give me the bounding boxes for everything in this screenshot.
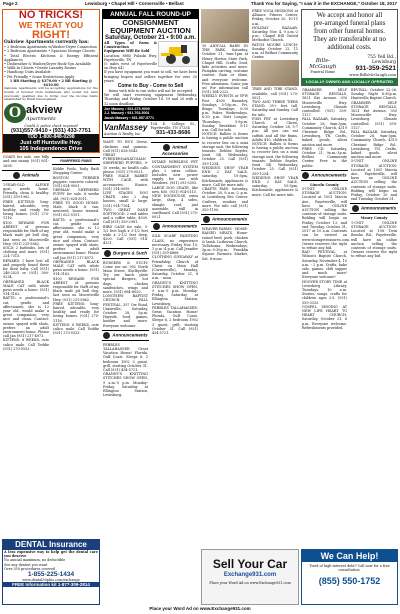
auction-date: Saturday, October 21 • 9:00 a.m.	[104, 35, 197, 41]
classified: 1-UNIT ONLINE STORAGE AUCTION: Located at 108 Twin Brooks Rd., Fayetteville, will have an online auction selling the contents of storage units. Owners reserve the right to refuse any bid.	[351, 220, 397, 259]
classified: BIRD CAGE for sale, 3-1/2 feet high x 3-1/2 feet wide x 2-1/2 feet deep, $200. Call (931) 914-4331.	[103, 224, 148, 246]
dental-heading: DENTAL Insurance	[3, 540, 99, 550]
funeral-url[interactable]: www.BillsMcGaugh.com	[349, 72, 396, 77]
firm-sub: Auction & Realty, Inc.	[104, 131, 142, 136]
help-sub: Tired of high-interest debt? Call now for a free consultation.	[309, 564, 390, 573]
sell-text: Place your Word Ad on www.Exchange931.com	[209, 581, 291, 585]
firm-address: 104 E. College St., Fayetteville, TN 37334	[150, 122, 196, 131]
classified: TWO GREAT DANE SOFTWOOD: 2 end tables and a coffee table, $300. Call (931) 359-2981.	[103, 207, 148, 225]
classified: KITTENS: 8 WEEKS, cute calico male. Call Teddie (931) 270-5533.	[53, 322, 99, 336]
classified: FALL BAZAAR, Saturday, October 28, 9am-3pm, Community Church, 4319 Chestnut Ridge Rd., Lewisburg, TN. Crafts, baked goods, silent auction and more.	[351, 130, 397, 160]
classified: KITTENS: 8 WEEKS, cute calico male. Call Teddie (931) 270-5533.	[3, 338, 49, 351]
classified: TWO AND THREE TIERS STAND, 35+ feet tall, Saturday and Sunday. Call for info.	[252, 100, 298, 117]
festival-photo	[201, 9, 249, 43]
classified: GREAT PYRENEES/ANATOLIAN SHEPHERD PUPPIES, 9-10 weeks, no health calls please. (931) 270-0021.	[103, 153, 148, 174]
auction-banner-sub: CONSIGNMENT EQUIPMENT AUCTION	[110, 18, 191, 35]
headline-line: They are transferable at no	[313, 36, 386, 43]
page-number: Page 2	[3, 1, 18, 6]
classified: NEW DOGHOUSE, extra large, shop, 4 sides, shingle roof, just assemble, still in cardboard. Call (931) 270-0021.	[152, 194, 198, 220]
oakview-address: 105 Independence Drive	[3, 146, 99, 152]
firm-name: VanMassey	[104, 122, 148, 132]
funeral-ad	[301, 9, 398, 86]
col4-split	[301, 88, 398, 330]
auction-county: Lincoln County	[310, 182, 339, 187]
classified: WEAVER FARMS - HOME-RAISED MEATS. Home-raised beef, pork, chicken & lamb. Lutheran Church, Tullahoma, Wednesdays, 3p.m.-5:30p.m.; Franklin Square Farmers Market, Sat. 8-noon.	[202, 227, 248, 261]
funeral-name: Bills-McGaugh	[309, 58, 337, 70]
col3-right	[251, 9, 299, 261]
dental-footer: FREE Information kit 1-877-309-2814	[3, 582, 99, 587]
funeral-address: 755 Yell Rd., Lewisburg	[367, 55, 396, 65]
oakview-item: • Dishwasher & Washer/Dryer Hook-Ups Available	[4, 62, 92, 67]
megaphone-icon	[302, 172, 309, 179]
paw-icon	[163, 144, 170, 151]
items-note: Items with title to run video will not be accepted	[108, 89, 193, 94]
announcements-heading: Announcements	[151, 221, 199, 232]
tractor-image	[158, 41, 198, 67]
funeral-logo	[303, 58, 343, 74]
classified: FREE CD: Saturday, October 21, 9a.m.-3p.m. Belfast Community Center. Free to the public.	[302, 146, 347, 168]
no-tricks-heading: NO TRICKS!	[18, 9, 84, 21]
oakview-item-list	[3, 45, 99, 79]
col2-split	[102, 140, 199, 397]
dental-point: See any dentist you want	[4, 562, 48, 567]
oakview-phone: (931)557-9410 • (931) 433-7751	[10, 128, 92, 135]
animals-heading: Animals	[2, 170, 50, 181]
announcements-heading: Announcements	[350, 203, 398, 214]
dental-url[interactable]: www.dental50plus.com/exchange	[22, 578, 80, 583]
contact: Jacob Massey • 931-957-5771	[104, 115, 155, 120]
classified: FREE KITTENS: long-haired, adorable, very healthy and ready for loving homes. (931) 270-1116.	[3, 199, 49, 221]
auction-info	[103, 41, 158, 70]
burger-icon	[104, 250, 111, 257]
classified: SILK SCARF PAINTING CLASS, no experience necessary. Friday Nov. 10, 1 p.m.-4 p.m. Call Jennifer (931) 359-4868.	[152, 234, 198, 256]
col1-right	[52, 155, 100, 351]
classified: FISH FRY at Lewisburg Church of Christ, Saturday, October 28, 5-7 p.m. All you can eat catfish and all the fixins. Adults $10, children $5.	[252, 116, 298, 142]
classified: PEBBLES TALLAHASSEE: Great Vacation Home! Florida, Gulf Coast. Sleeps 6, 2 bedroom 1902 3 guest, grill, starting October 31. Call (931) 434-5721.	[103, 342, 148, 373]
classified: CRAFTS FAIR: Saturday, October 28, 8 a.m.-2 p.m. at Lewisburg Rec Center. Crafters, vendors and more. For info call (931) 359-1100.	[202, 186, 248, 212]
auction-body	[103, 41, 198, 70]
classified: LONGVIEW BAPTIST CHURCH FALL FESTIVAL, 357 Orr Road, Unionville, Saturday, October 28, 5p.m. Hayride, food, games, bonfire and more. Everyone welcome.	[103, 294, 148, 328]
help-phone[interactable]: (855) 550-1752	[318, 576, 381, 587]
logo-name: akview	[26, 104, 63, 117]
auction-info-line: All Types of Farm & Construction	[104, 41, 157, 50]
col4-right	[350, 88, 398, 330]
maury-county: Maury County	[360, 216, 388, 221]
oakview-item: • Pet Friendly • Some Restrictions Apply	[4, 74, 75, 79]
headline-line: additional costs.	[327, 44, 372, 51]
classified: NOTICE: Ballots & forms is having a public auction to recover lien on a mini storage unit, the following tenants: Debbie Snyder, (unit 34). Wednesday, October 25. Call (931) 359-1234.	[252, 142, 298, 176]
headline-line: pre-arranged funeral plans	[313, 20, 386, 27]
dental-phone[interactable]: 1-855-225-1434	[27, 571, 75, 579]
contact: Joe Massey • 931-675-9000	[104, 106, 150, 111]
classified: GOATS for sale, one billy and one nanny. (931) 851-2658.	[3, 155, 49, 168]
classified: 10 ANNUAL BARN IN THE PARK, Saturday, October 21, 9am-1pm at Henry Horton State Park, Chapel Hill. Crafts, food, kids activities and more. Pumpkin carving, costume contest. Rain or shine, and everyone welcome. Free admission. Come join us! For information call (931) 364-2222.	[202, 44, 248, 95]
column-1	[2, 9, 100, 605]
firm-logo	[104, 123, 150, 136]
animal-accessories-heading: Animal Accessories	[151, 142, 199, 158]
classified: HOOVER STORY TIME at Lewisburg Library, Tuesdays, 10 a.m. Stories, songs, crafts for children ages 2-5. (931) 359-3335.	[302, 279, 347, 305]
auction-pitch: If you have equipment you want to sell, we have been bringing buyers and sellers together for over 30 years!	[104, 70, 197, 83]
classified: INTAKE WIRELESS PET CONTAINMENT SYSTEM plus 2 extra collars. Includes new power supply, for use with Windows. (931) 293-5305.	[152, 160, 198, 186]
classified: REVIVAL: October 22-26, Sunday, Night 6:30p.m. Huntsville Baptist Church.	[351, 88, 397, 101]
classified: REWARD: I have lost all and properly found these for their baby. Call (931) 246-2025 or (931) 389-9234.	[3, 258, 49, 280]
classified: ORPHANED BLACK MALE CAT with white paws needs a home. (931) 914-3162.	[53, 259, 99, 277]
oakview-ad	[2, 9, 100, 153]
col3-left	[201, 9, 249, 261]
funeral-contact	[343, 55, 396, 77]
logo-sub: Apartments	[26, 116, 56, 123]
classified: HOLIDAY BAZAAR: Saturday, Nov. 4, 9 a.m.-2 p.m., Chapel Hill United Methodist Church.	[252, 25, 298, 43]
oakview-item: • Handicap Units Available	[4, 70, 51, 75]
oakview-item: • 2 Bedroom Apartments • Spacious Storage Closets	[4, 49, 95, 54]
oakview-note: Oakview Apartments will be accepting applications for the month of October from individuals who would not have previously qualified due to living over the income limits established by Rural Development.	[4, 86, 98, 102]
oakview-item: • Walk In Closets •Onsite Laundry Rooms	[4, 66, 77, 71]
megaphone-icon	[153, 223, 160, 230]
burgers-heading: Burgers & Such	[102, 248, 149, 259]
classified: FREE TO GOOD HOME: Male, black & tan, neutered, house trained. (931) 622-5151.	[53, 200, 99, 218]
announcements-heading: Announcements	[301, 170, 348, 181]
auction-directions: (5 miles west of Fayetteville on Hwy 64)	[104, 62, 157, 71]
page-header	[0, 0, 400, 8]
col2-left	[102, 140, 149, 397]
funeral-sub: Funeral Home	[310, 70, 336, 74]
funeral-phone[interactable]: 931-359-2521	[355, 65, 396, 72]
classified: BATTS: a professional's cat, gentle and affectionate, she is 12 year old, would make a great companion, very nice and clean. Contact: owner, spayed with shots, prefers an adult environment home. Please call Jan (931) 217-4973.	[3, 296, 49, 339]
contact: J.J. Massey • 931-703-5001	[104, 111, 150, 116]
classified: 5-UNIT ONLINE STORAGE AUCTION: Located at 1001 Marcia Ave., Fayetteville, will have an ONLINE AUCTION selling the contents of storage units. Bidding will begin on Friday, October 13, and end Tuesday, October 31, 2017 at 10 a.m. Contents can be viewed on www.storagetreasures.com. Owner reserves the right to refuse any bid.	[302, 187, 350, 250]
logo-tag: Credit & police check required	[24, 124, 78, 129]
page-footer: Place your Word Ad on www.Exchange931.com	[149, 606, 251, 611]
classified: GRANNY'S KNITTING STITCHES SHOW OPEN, 9 a.m.-5 p.m. Monday-Friday, Saturday at Ellington Station, Lewisburg.	[152, 280, 198, 306]
classified: BURGERS & SUCH: Come see us! 992 North Main Street, Shelbyville. Try our lunch plate special. Burgers, hot dogs, chicken sandwiches, wings and more. (931) 684-8020.	[103, 260, 148, 294]
dental-point: Over 350 procedures covered	[4, 566, 56, 571]
col1-split	[2, 155, 100, 351]
classified: PEBBLES TALLAHASSEE: Great Vacation Home! Florida, Gulf Coast. Sleeps 6, 2 bedroom 1902 3 guest, grill, starting October 31. Call (931) 434-5721.	[152, 305, 198, 335]
classified: CLOTHING GIVEAWAY at Friendship Church of Christ on Main Hall (Cornersville), Monday, Saturday, October 21, 8 a.m. - noon.	[152, 255, 198, 281]
classified: ORPHANED BLACK MALE CAT with white paws needs a home. (931) 914-3162.	[3, 279, 49, 297]
classified: GRANNY'S KNITTING STITCHES SHOW OPEN, 9 a.m.-5 p.m. Monday-Friday, Saturday at Ellington Station, Lewisburg.	[103, 372, 148, 398]
classified: BATTS: a professional's cat, gentle and affectionate, she is 12 year old, would make a great companion, very nice and clean. Contact: owner, spayed with shots, prefers an adult environment home. Please call Jan (931) 217-4973.	[53, 217, 99, 260]
col2-right	[151, 140, 199, 397]
oakview-item: • Total Electric Kitchens & Energy Efficient Appliances	[4, 53, 98, 62]
dental-sub: A less expensive way to help get the dental care you deserve	[4, 550, 98, 559]
classified: GOSPEL SINGING AT NEW LIFE HEART TO HEART CHURCH, Saturday, October 21, 6 p.m. Everyone welcome. Refreshments provided.	[302, 304, 347, 330]
classified: NOTICE: Ballots & forms is having a public auction to recover lien on a mini storage unit, the following tenants: Debbie Snyder, (unit 34). Wednesday, October 25. Call (931) 359-1234.	[202, 132, 248, 166]
oakview-location: Just off Huntsville Hwy.	[3, 140, 99, 146]
classified: $100 REWARD FOR ARREST of persons responsible for theft of my black male pit bull dog, last seen on Mooresville Hwy. (931) 231-5862.	[53, 276, 99, 302]
dental-ad	[2, 539, 100, 605]
we-treat-heading: WE TREAT YOU	[18, 20, 84, 30]
classified: FREE MALE RABBIT WITH CAGE, with accessories. Eunice. (931) 314-0099.	[103, 174, 148, 191]
classified: SOLD: 2 bathtubs, lots of clothing and more. (931) 224-7315.	[3, 245, 49, 259]
classified: WEEKLY EVENTS at VFW Post 4300 Ramsdey, Sundays, 5-10p.m., Fri. Bingo, Tuesdays; 6:30 p.m. Poker, Wednesdays, 6:30 p.m. Dart League, Thursdays, 5-9p.m. Sunday Breakfast 8-11 a.m. Call for info.	[202, 94, 248, 133]
col4-left	[301, 88, 348, 330]
oakview-logo	[3, 102, 99, 124]
sell-sub[interactable]: Exchange931.com	[223, 572, 277, 578]
funeral-tag: LOCALLY OWNED AND LOCALLY OPERATED	[302, 78, 397, 85]
col3-split	[201, 9, 299, 261]
classified: LARGE DOG CRATE, like new, $50. (931) 914-0115.	[152, 185, 198, 194]
auction-info-line: Equipment Will Be Sold	[104, 49, 150, 54]
classified: Kiddie Pools, Daily Bath Shopping Center	[53, 167, 99, 176]
issue-date: Thank You for Saying, "I saw it in the EXCHANGE," October 18, 2017	[250, 1, 397, 6]
contact-list	[103, 106, 198, 121]
help-title: We Can Help!	[302, 550, 397, 562]
sell-title: Sell Your Car	[212, 557, 288, 571]
firm-contact	[150, 122, 197, 136]
classified: TREE AND TIRE STAND, available, call (931) 270-0021.	[252, 87, 298, 100]
consign-note: We will start receiving equipment Wednesday, Thursday and Friday, October 18, 19 and 20 with a 12 noon deadline.	[104, 93, 197, 106]
classified: LIVE STAGES DOG CRATE, also 2 dog houses, small & large. (931) 914-7104.	[103, 190, 148, 208]
oakview-title: Oakview Apartments currently has:	[4, 40, 89, 45]
rent-line: 1 BR Starting @ $370.00 • 2 BR Starting @ $410.00	[9, 78, 93, 88]
classified: 5-UNIT ONLINE STORAGE AUCTION: Located at 1001 Marcia Ave., Fayetteville, will have an ONLINE AUCTION selling the contents of storage units. Bidding will begin on Friday, October 20 and end Tuesday, October 31.	[351, 159, 397, 202]
oak-tree-icon: O	[4, 103, 26, 123]
dental-point: No annual maximum, no deductible	[4, 558, 66, 563]
classified: $100 REWARD FOR ARREST of persons responsible for theft of my black male pit bull dog, last seen on Mooresville Hwy. (931) 231-5862.	[3, 220, 49, 246]
megaphone-icon	[103, 332, 110, 339]
announcements-heading: Announcements	[201, 214, 249, 225]
column-4	[301, 9, 398, 605]
classified: GRAMMER SELF STORAGE RENTALS, 1621 Ext Avenue. 930 Mooresville Hwy. Lewisburg. Climate controlled. (931) 359-1127.	[302, 88, 347, 118]
firm-phone[interactable]: 931-433-8686	[156, 130, 191, 137]
oakview-item: • 2 Bedroom Apartments w/Washer-Dryer Connection	[4, 45, 97, 50]
col1-left	[2, 155, 50, 351]
firm-block	[103, 121, 198, 137]
classified: FREE YOGA SESSIONS at Alliance Fitness Center, Friday, October 20, 10-11 a.m.	[252, 9, 298, 26]
classified: WANT TO BUY: Geese, chickens and guineas. Call (931) 628-5043.	[103, 140, 148, 153]
classified: BOSTON TERRIER puppies: concrete colored. (931) 624-9001.	[53, 175, 99, 189]
paw-icon	[13, 172, 20, 179]
auction-location: Location: 8885 Pulaski Hwy, Fayetteville, TN	[104, 53, 157, 62]
classified: FALL BAZAAR, Saturday, October 28, 9am-3pm, Community Church, 4319 Chestnut Ridge Rd., Lewisburg, TN. Crafts, baked goods, silent auction and more.	[302, 117, 347, 147]
classified: GERMAN SHEPHERD PUPPY for sale. 8 weeks old. (931) 628-5011.	[53, 188, 99, 201]
barn-photo	[251, 60, 299, 86]
announcements-heading: Announcements	[102, 330, 149, 341]
headline-line: We accept and honor all	[316, 12, 383, 19]
pampered-paws-heading: PAMPERED PAWS	[52, 157, 100, 165]
classified: FREE KITTENS: long-haired, adorable, very healthy and ready for loving homes. (931) 270-1116.	[53, 301, 99, 323]
come-buy: Come to Buy - Come to Sell	[117, 83, 184, 90]
funeral-headline	[302, 10, 397, 54]
classified: PATCH MOORE LUNCH: Sunday October 22, 11 a.m. at Belfast Community Center.	[252, 42, 298, 60]
funeral-logo-block	[302, 54, 397, 78]
column-3	[201, 9, 299, 605]
classified: GRAMMER SELF STORAGE RENTALS, 1621 Ext Avenue. 930 Mooresville Hwy. Lewisburg. Climate controlled. (931) 359-1127.	[351, 100, 397, 130]
megaphone-icon	[203, 216, 210, 223]
oakview-tdd: TDD 1-800-848-0298	[3, 134, 99, 140]
headline-line: from other funeral homes.	[314, 28, 385, 35]
classified: WEDDING SHOP YEAR END: 2 DAY SALE, saturday, 10-3pm, Kitchenaide, appliances & more. Call for more info.	[252, 175, 298, 197]
auction-ad	[102, 9, 199, 138]
paper-areas: Lewisburg • Chapel Hill • Cornersville • Belfast	[84, 1, 184, 6]
debt-help-ad	[301, 549, 398, 605]
classified: BAD FESTIVAL at Wilson's Baptist Church, Saturday, November 4, 10 a.m. - 2 p.m. Crafts, bake sale, games, chili supper and much more! Everyone welcome!	[302, 250, 347, 280]
right-heading: RIGHT!	[32, 29, 70, 41]
sell-your-car-ad	[201, 549, 299, 605]
classified: WEDDING SHOP YEAR END: 2 DAY SALE, saturday, 10-3pm, Kitchenaide, appliances & more. Call for more info.	[202, 165, 248, 187]
megaphone-icon	[352, 205, 359, 212]
column-2	[102, 9, 199, 605]
classified: 1-YEAR-OLD ALPINE goat; needs home. Friendly, clean & healthy. (931) 359-1962.	[3, 182, 49, 200]
auction-banner-title: ANNUAL FALL ROUND-UP	[103, 10, 198, 19]
